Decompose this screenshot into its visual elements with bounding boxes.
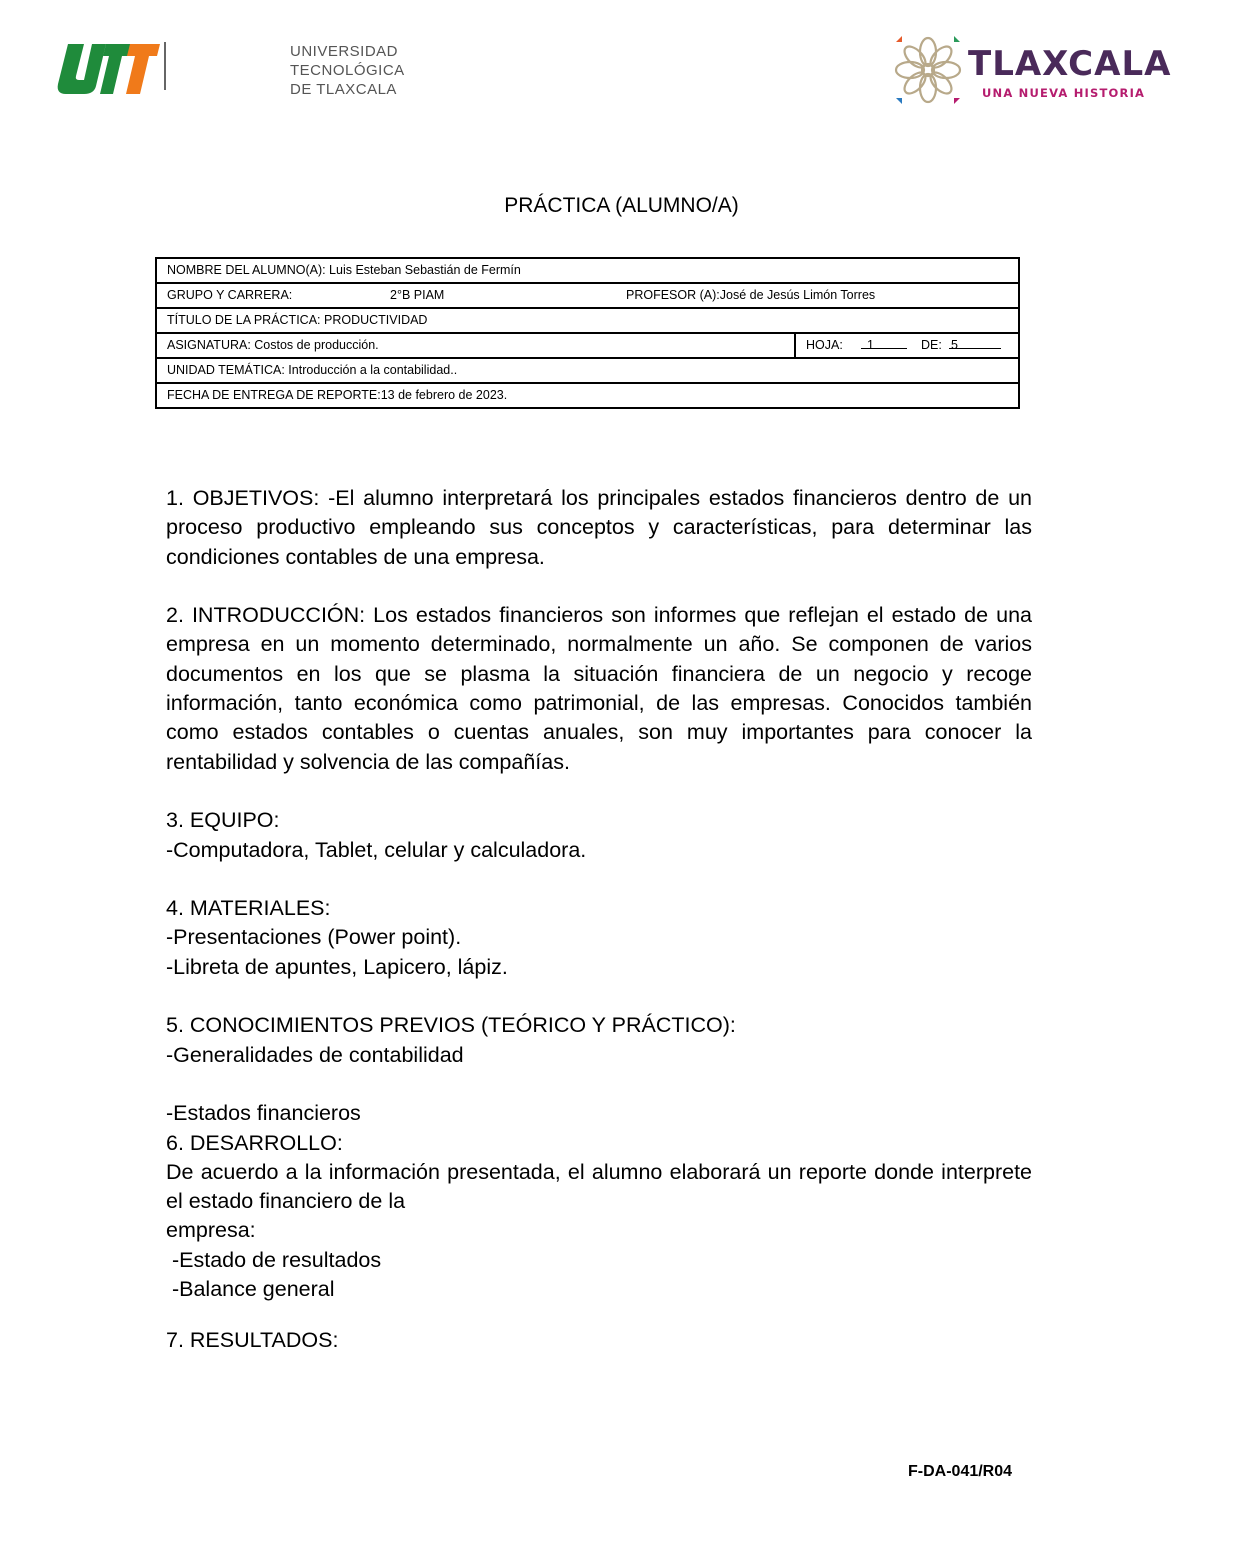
development-text: De acuerdo a la información presentada, el alumno elaborará un reporte donde interprete el estado financiero de la <box>166 1159 1032 1214</box>
development-heading: 6. DESARROLLO: <box>166 1130 343 1155</box>
table-row-group <box>155 282 1020 307</box>
results-heading: 7. RESULTADOS: <box>166 1328 339 1353</box>
development-item: -Balance general <box>166 1277 335 1302</box>
sheet-label: HOJA: <box>806 338 843 352</box>
development-text-end: empresa: <box>166 1218 256 1243</box>
student-name: NOMBRE DEL ALUMNO(A): Luis Esteban Sebastián de Fermín <box>167 263 521 277</box>
table-row-date <box>155 382 1020 409</box>
table-row-student <box>155 257 1020 282</box>
sheet-total: 5 <box>949 334 1001 349</box>
utt-line-1: UNIVERSIDAD <box>290 43 399 60</box>
equipment-item: -Computadora, Tablet, celular y calculadora. <box>166 837 587 862</box>
utt-logo <box>54 38 405 98</box>
table-row-title <box>155 307 1020 332</box>
tlaxcala-title: TLAXCALA <box>968 44 1172 84</box>
materials-item: -Libreta de apuntes, Lapicero, lápiz. <box>166 954 508 979</box>
table-row-unit <box>155 357 1020 382</box>
tlaxcala-logo <box>890 30 1172 110</box>
utt-mark-icon <box>54 38 162 94</box>
delivery-date: FECHA DE ENTREGA DE REPORTE:13 de febrero de 2023. <box>167 388 508 402</box>
group-label: GRUPO Y CARRERA: <box>167 288 293 302</box>
form-code: F-DA-041/R04 <box>908 1463 1013 1480</box>
materials-heading: 4. MATERIALES: <box>166 896 331 921</box>
development-item: -Estado de resultados <box>166 1247 382 1272</box>
column-divider <box>794 334 796 357</box>
tlaxcala-subtitle: UNA NUEVA HISTORIA <box>982 86 1146 100</box>
prior-knowledge-item: -Estados financieros <box>166 1101 361 1126</box>
subject: ASIGNATURA: Costos de producción. <box>167 338 379 352</box>
utt-line-2: TECNOLÓGICA <box>290 62 405 79</box>
equipment-heading: 3. EQUIPO: <box>166 808 280 833</box>
group-value: 2°B PIAM <box>390 288 445 302</box>
utt-name <box>172 40 405 98</box>
logo-divider <box>164 42 166 90</box>
document-body <box>166 484 1032 1356</box>
objectives-paragraph: 1. OBJETIVOS: -El alumno interpretará los principales estados financieros dentro de un proceso productivo empleando sus conceptos y características, para determinar las condiciones contables de una empresa. <box>166 486 1032 569</box>
sheet-total-label: DE: <box>921 338 942 352</box>
materials-item: -Presentaciones (Power point). <box>166 925 462 950</box>
practice-title: TÍTULO DE LA PRÁCTICA: PRODUCTIVIDAD <box>167 313 428 327</box>
table-row-subject <box>155 332 1020 357</box>
thematic-unit: UNIDAD TEMÁTICA: Introducción a la contabilidad.. <box>167 363 458 377</box>
prior-knowledge-item: -Generalidades de contabilidad <box>166 1042 464 1067</box>
flower-emblem-icon <box>890 30 966 110</box>
sheet-number: 1 <box>861 334 907 349</box>
professor: PROFESOR (A):José de Jesús Limón Torres <box>626 288 876 302</box>
introduction-paragraph: 2. INTRODUCCIÓN: Los estados financieros son informes que reflejan el estado de una empresa en un momento determinado, normalmente un año. Se componen de varios documentos en los que se plasma la situación financiera de un negocio y recoge información, tanto económica como patrimonial, de las empresas. Conocidos también como estados contables o cuentas anuales, son muy importantes para conocer la rentabilidad y solvencia de las compañías. <box>166 603 1032 774</box>
student-info-table <box>155 257 1020 409</box>
prior-knowledge-heading: 5. CONOCIMIENTOS PREVIOS (TEÓRICO Y PRÁCTICO): <box>166 1013 736 1038</box>
document-title: PRÁCTICA (ALUMNO/A) <box>504 194 739 217</box>
utt-line-3: DE TLAXCALA <box>290 81 397 98</box>
